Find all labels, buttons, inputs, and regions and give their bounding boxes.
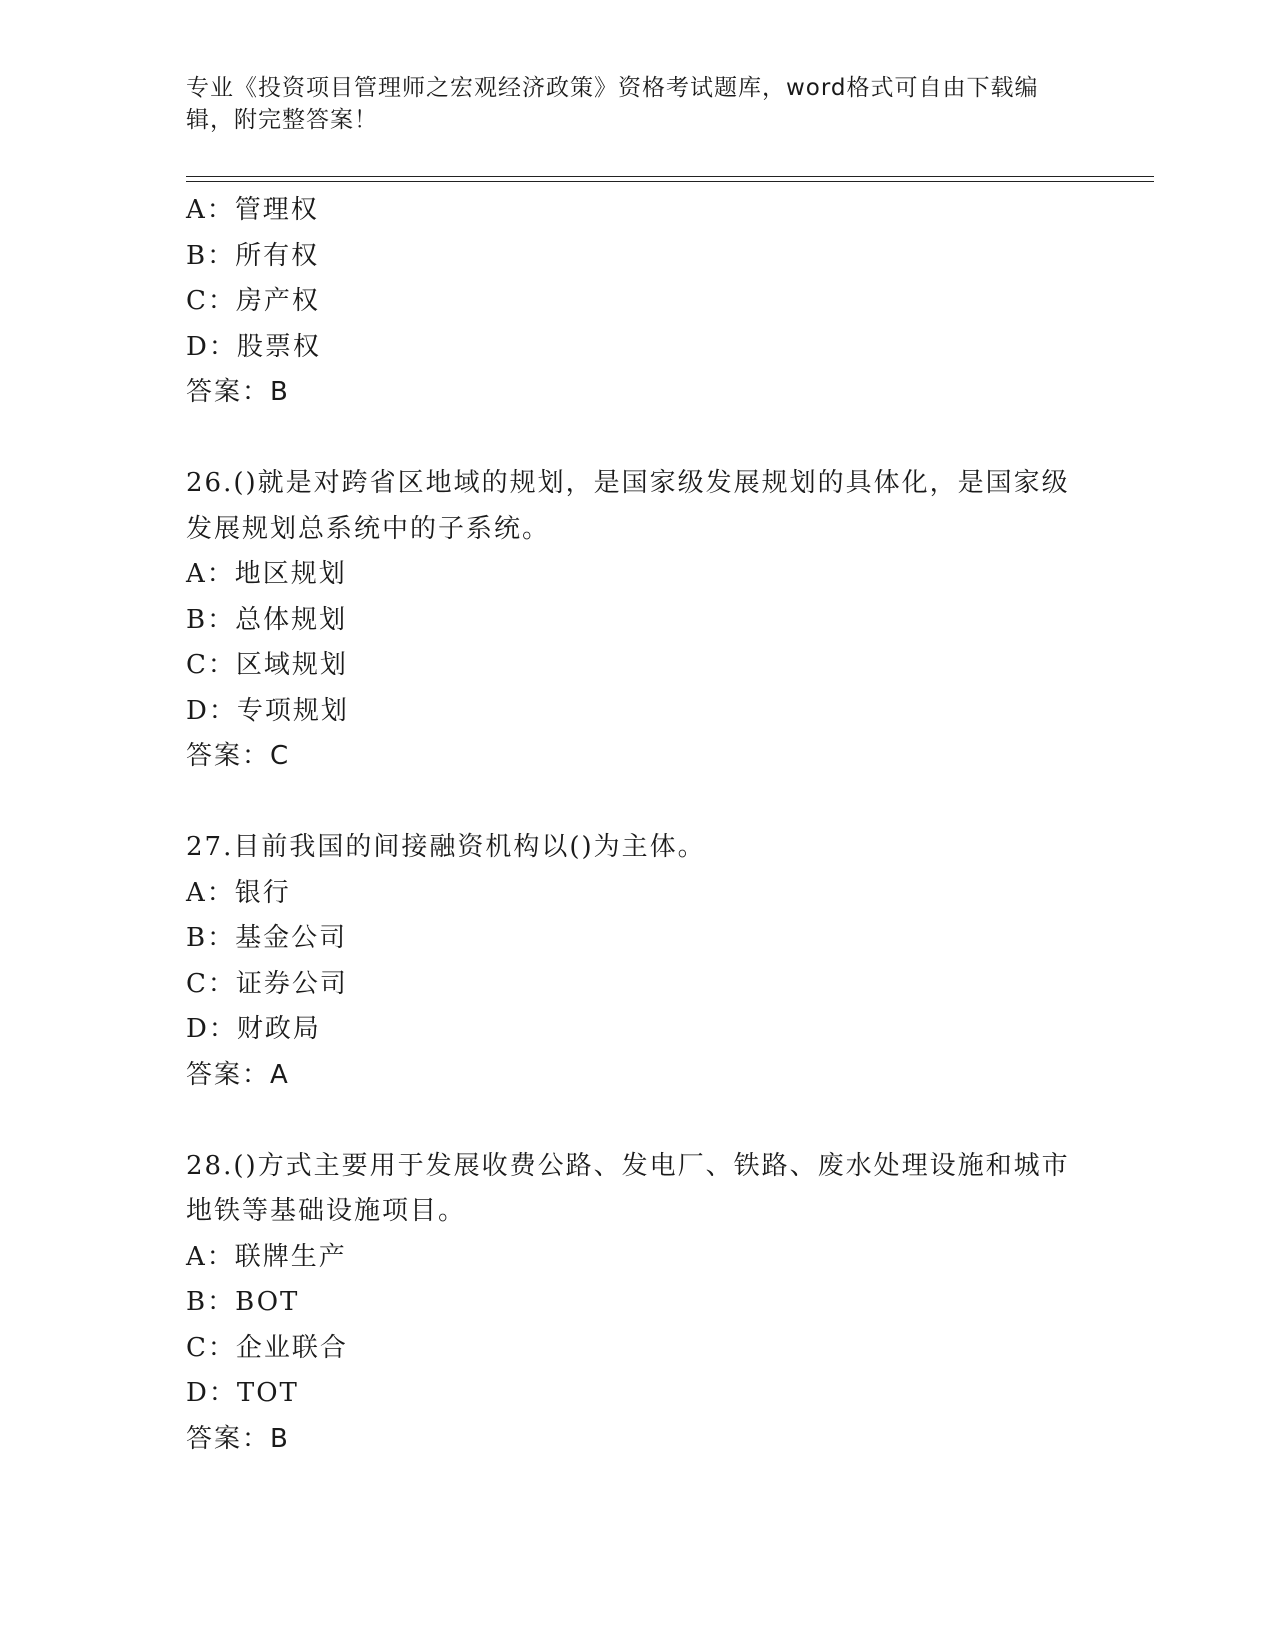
option-d: D：财政局 — [186, 1014, 321, 1044]
answer: 答案：C — [186, 741, 291, 771]
question-text: 27.目前我国的间接融资机构以()为主体。 — [186, 832, 706, 862]
question-28 — [186, 1144, 1076, 1463]
option-c: C：区域规划 — [186, 650, 348, 680]
question-27 — [186, 825, 1076, 1098]
spacer — [186, 780, 1076, 826]
option-c: C：房产权 — [186, 286, 320, 316]
option-a: A：地区规划 — [186, 559, 347, 589]
option-b: B：基金公司 — [186, 923, 348, 953]
question-25-continuation — [186, 188, 1076, 416]
option-d: D：TOT — [186, 1378, 299, 1408]
page-header: 专业《投资项目管理师之宏观经济政策》资格考试题库，word格式可自由下载编辑，附完整答案！ — [186, 75, 1039, 133]
option-a: A：管理权 — [186, 195, 319, 225]
question-list — [186, 188, 1076, 1462]
option-c: C：证券公司 — [186, 968, 348, 999]
answer: 答案：A — [186, 1059, 290, 1090]
option-a: A：联牌生产 — [186, 1241, 347, 1272]
header-rule-top — [186, 176, 1154, 177]
option-c: C：企业联合 — [186, 1332, 348, 1363]
answer: 答案：B — [186, 377, 290, 407]
option-b: B：BOT — [186, 1287, 300, 1317]
option-a: A：银行 — [186, 877, 291, 908]
option-d: D：专项规划 — [186, 695, 349, 726]
question-text: 26.()就是对跨省区地域的规划，是国家级发展规划的具体化，是国家级发展规划总系统中的子系统。 — [186, 468, 1070, 544]
answer: 答案：B — [186, 1423, 290, 1454]
header-rule-bottom — [186, 181, 1154, 182]
spacer — [186, 416, 1076, 462]
question-26 — [186, 461, 1076, 780]
option-d: D：股票权 — [186, 331, 321, 362]
option-b: B：所有权 — [186, 240, 320, 271]
option-b: B：总体规划 — [186, 604, 348, 635]
question-text: 28.()方式主要用于发展收费公路、发电厂、铁路、废水处理设施和城市地铁等基础设施项目。 — [186, 1150, 1070, 1226]
spacer — [186, 1098, 1076, 1144]
